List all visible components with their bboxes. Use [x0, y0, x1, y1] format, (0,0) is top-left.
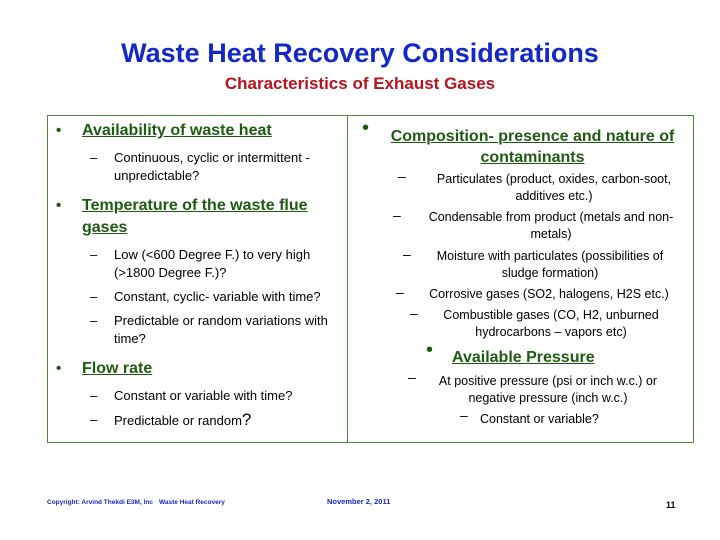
dash-icon: – [460, 407, 468, 423]
dash-icon: – [90, 388, 98, 403]
dash-icon: – [408, 369, 416, 385]
page-number: 11 [666, 500, 676, 510]
dash-icon: – [90, 412, 98, 427]
slide-subtitle: Characteristics of Exhaust Gases [224, 74, 496, 93]
list-item: Constant or variable? [480, 412, 599, 426]
dash-icon: – [396, 284, 404, 300]
bullet-icon: • [426, 339, 434, 361]
list-item: – Low (<600 Degree F.) to very high (>1800 Degree F.)? [90, 247, 311, 280]
bullet-icon: • [56, 122, 62, 139]
slide-title: Waste Heat Recovery Considerations [121, 38, 599, 68]
list-item: Condensable from product (metals and non-metals) [428, 210, 674, 241]
dash-icon: – [90, 289, 98, 304]
heading-composition: Composition- presence and nature of contaminants [390, 128, 675, 166]
left-column [52, 118, 344, 430]
list-item: – Predictable or random variations with time? [90, 313, 328, 346]
list-item: Corrosive gases (SO2, halogens, H2S etc.) [429, 287, 669, 301]
bullet-icon: • [362, 117, 370, 139]
list-item: – Predictable or random? [90, 410, 252, 429]
list-item: – Continuous, cyclic or intermittent - unpredictable? [90, 150, 310, 183]
dash-icon: – [90, 247, 98, 262]
heading-flow-rate: • Flow rate [52, 358, 344, 380]
question-mark: ? [241, 410, 252, 429]
list-item: Moisture with particulates (possibilities of sludge formation) [436, 249, 664, 280]
list-item: Combustible gases (CO, H2, unburned hydrocarbons – vapors etc) [443, 308, 659, 339]
dash-icon: – [398, 168, 406, 184]
footer-copyright: Copyright: Arvind Thekdi E3M, Inc [47, 499, 153, 506]
list-item: – Constant, cyclic- variable with time? [90, 289, 321, 304]
bullet-icon: • [56, 360, 62, 377]
list-item: – Constant or variable with time? [90, 388, 293, 403]
column-divider [347, 115, 348, 443]
bullet-icon: • [56, 197, 62, 214]
dash-icon: – [410, 305, 418, 321]
dash-icon: – [403, 246, 411, 262]
dash-icon: – [393, 207, 401, 223]
dash-icon: – [90, 150, 98, 165]
heading-available-pressure: Available Pressure [452, 349, 595, 366]
footer-date: November 2, 2011 [327, 497, 391, 506]
list-item: At positive pressure (psi or inch w.c.) or negative pressure (inch w.c.) [438, 374, 658, 405]
heading-temperature: • Temperature of the waste flue gases [56, 197, 308, 236]
list-item: Particulates (product, oxides, carbon-soot, additives etc.) [436, 172, 672, 203]
heading-availability: • Availability of waste heat [52, 120, 344, 142]
footer-topic: Waste Heat Recovery [159, 499, 225, 506]
dash-icon: – [90, 313, 98, 328]
